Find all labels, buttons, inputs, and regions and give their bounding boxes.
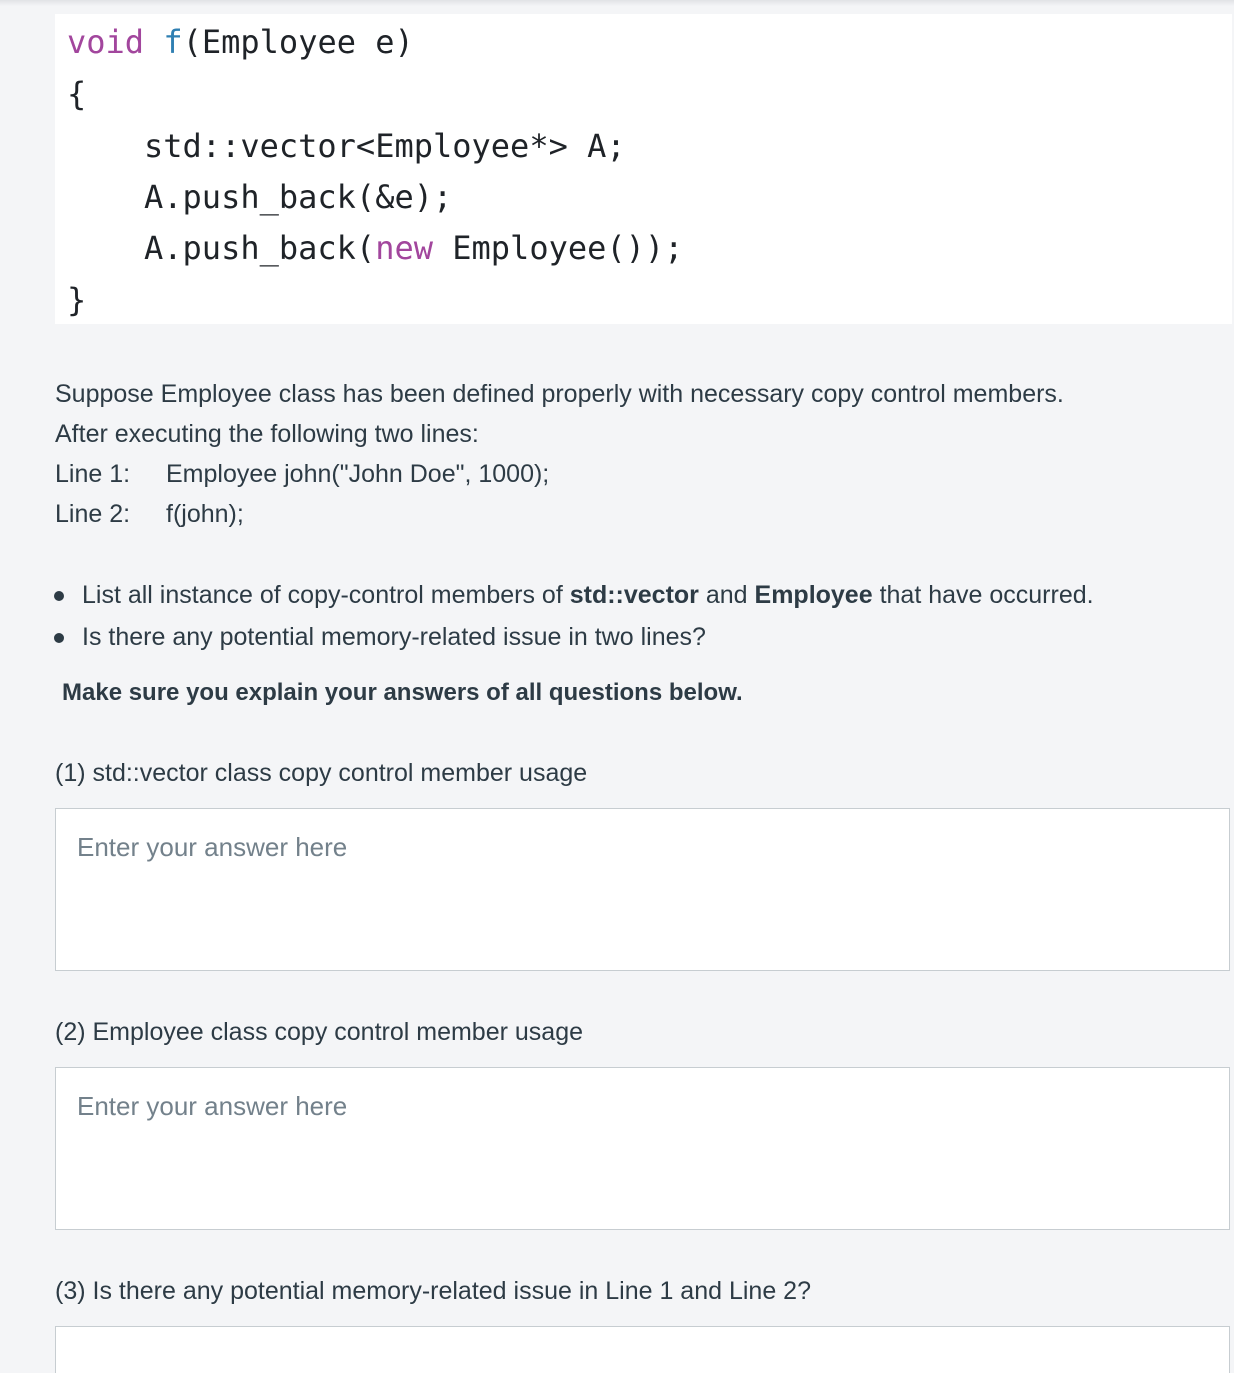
code-keyword-new: new: [375, 229, 433, 267]
bullet1-text-c: that have occurred.: [872, 581, 1094, 609]
code-params: (Employee e): [182, 23, 414, 61]
code-open-brace: {: [67, 75, 87, 113]
code-function-name: f: [163, 23, 183, 61]
code-close-brace: }: [67, 281, 87, 319]
code-block: [55, 14, 1232, 324]
code-keyword-void: void: [67, 23, 145, 61]
bullet1-bold-employee: Employee: [754, 581, 873, 609]
bullet-dot-2: [54, 633, 64, 643]
line1-code: Employee john("John Doe", 1000);: [166, 460, 550, 488]
question-2-label: (2) Employee class copy control member usage: [55, 1018, 584, 1046]
question-1-label: (1) std::vector class copy control member usage: [55, 759, 588, 787]
bullet1-text-b: and: [698, 581, 755, 609]
line1-row: [55, 458, 549, 490]
line2-label: Line 2:: [55, 500, 131, 528]
bullet-item-1: [82, 579, 1094, 611]
question-3-label: (3) Is there any potential memory-related issue in Line 1 and Line 2?: [55, 1277, 811, 1305]
answer-3-input[interactable]: [55, 1326, 1230, 1373]
line2-row: [55, 498, 244, 530]
code-line-push-ref: A.push_back(&e);: [144, 178, 453, 216]
bullet-dot-1: [54, 591, 64, 601]
code-push-suffix: Employee());: [432, 229, 684, 267]
top-shadow: [0, 0, 1234, 6]
answer-1-input[interactable]: [55, 808, 1230, 971]
code-signature: [67, 22, 414, 62]
answer-2-input[interactable]: [55, 1067, 1230, 1230]
line2-code: f(john);: [166, 500, 244, 528]
bullet1-bold-vector: std::vector: [569, 581, 699, 609]
bullet-item-2: Is there any potential memory-related issue in two lines?: [82, 623, 706, 651]
code-line-push-new: [144, 228, 683, 268]
instructions-emphasis: Make sure you explain your answers of all questions below.: [62, 679, 743, 706]
intro-text-1: Suppose Employee class has been defined properly with necessary copy control members.: [55, 380, 1064, 408]
bullet1-text-a: List all instance of copy-control members of: [82, 581, 570, 609]
code-push-prefix: A.push_back(: [144, 229, 376, 267]
line1-label: Line 1:: [55, 460, 131, 488]
code-line-vector: std::vector<Employee*> A;: [144, 127, 626, 165]
intro-text-2: After executing the following two lines:: [55, 420, 479, 448]
